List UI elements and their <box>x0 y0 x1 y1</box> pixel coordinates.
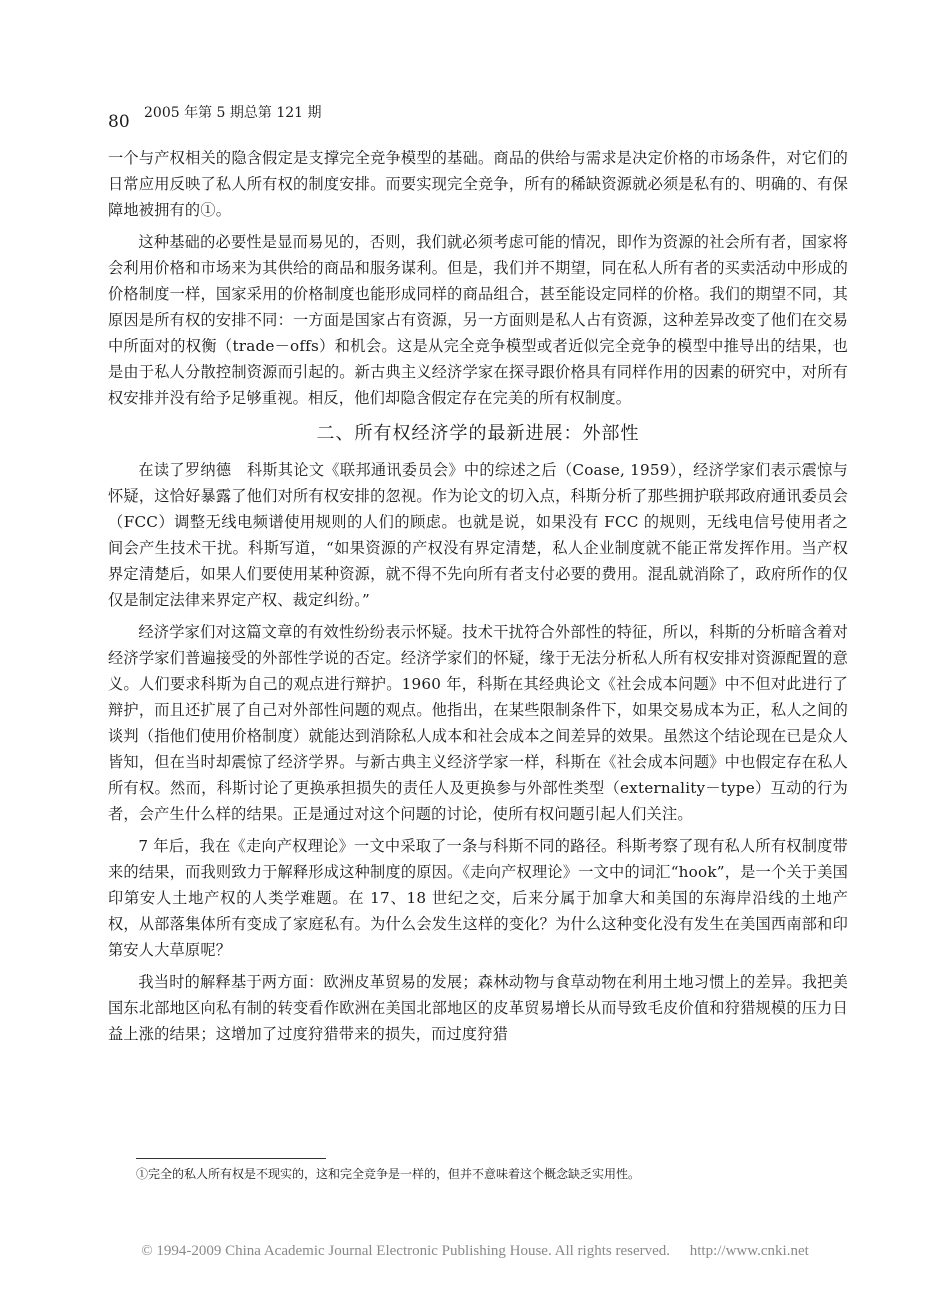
paragraph: 一个与产权相关的隐含假定是支撑完全竞争模型的基础。商品的供给与需求是决定价格的市场条件，对它们的日常应用反映了私人所有权的制度安排。而要实现完全竞争，所有的稀缺资源就必须是私有的、明确的、有保障地被拥有的①。 <box>108 149 848 219</box>
journal-issue: 2005 年第 5 期总第 121 期 <box>144 105 322 121</box>
footnote: ①完全的私人所有权是不现实的，这和完全竞争是一样的，但并不意味着这个概念缺乏实用性。 <box>136 1167 641 1181</box>
section-heading: 二、所有权经济学的最新进展：外部性 <box>316 423 640 444</box>
paragraph: 经济学家们对这篇文章的有效性纷纷表示怀疑。技术干扰符合外部性的特征，所以，科斯的分析暗含着对经济学家们普遍接受的外部性学说的否定。经济学家们的怀疑，缘于无法分析私人所有权安排对资源配置的意义。人们要求科斯为自己的观点进行辩护。1960 年，科斯在其经典论文《社会成本问题》中不但对此进行了辩护，而且还扩展了自己对外部性问题的观点。他指出，在某些限制条件下，如果交易成本为正，私人之间的谈判（指他们使用价格制度）就能达到消除私人成本和社会成本之间差异的效果。虽然这个结论现在已是众人皆知，但在当时却震惊了经济学界。与新古典主义经济学家一样，科斯在《社会成本问题》中也假定存在私人所有权。然而，科斯讨论了更换承担损失的责任人及更换参与外部性类型（externality－type）互动的行为者，会产生什么样的结果。正是通过对这个问题的讨论，使所有权问题引起人们关注。 <box>108 623 849 823</box>
copyright-notice: © 1994-2009 China Academic Journal Electronic Publishing House. All rights reserved. <box>141 1243 671 1259</box>
article-body <box>108 145 848 1053</box>
page-number: 80 <box>108 112 130 132</box>
paragraph: 在读了罗纳德 科斯其论文《联邦通讯委员会》中的综述之后（Coase, 1959），经济学家们表示震惊与怀疑，这恰好暴露了他们对所有权安排的忽视。作为论文的切入点，科斯分析了那些拥护联邦政府通讯委员会（FCC）调整无线电频谱使用规则的人们的顾虑。也就是说，如果没有 FCC 的规则，无线电信号使用者之间会产生技术干扰。科斯写道，“如果资源的产权没有界定清楚，私人企业制度就不能正常发挥作用。当产权界定清楚后，如果人们要使用某种资源，就不得不先向所有者支付必要的费用。混乱就消除了，政府所作的仅仅是制定法律来界定产权、裁定纠纷。” <box>108 461 848 609</box>
paragraph: 7 年后，我在《走向产权理论》一文中采取了一条与科斯不同的路径。科斯考察了现有私人所有权制度带来的结果，而我则致力于解释形成这种制度的原因。《走向产权理论》一文中的词汇“hook”，是一个关于美国印第安人土地产权的人类学难题。在 17、18 世纪之交，后来分属于加拿大和美国的东海岸沿线的土地产权，从部落集体所有变成了家庭私有。为什么会发生这样的变化？为什么这种变化没有发生在美国西南部和印第安人大草原呢？ <box>108 837 848 959</box>
page-header <box>108 102 848 134</box>
page-footer <box>0 1243 950 1260</box>
footer-url: http://www.cnki.net <box>689 1243 809 1259</box>
footnote-divider <box>136 1158 326 1159</box>
paragraph: 我当时的解释基于两方面：欧洲皮革贸易的发展；森林动物与食草动物在利用土地习惯上的差异。我把美国东北部地区向私有制的转变看作欧洲在美国北部地区的皮革贸易增长从而导致毛皮价值和狩猎规模的压力日益上涨的结果；这增加了过度狩猎带来的损失，而过度狩猎 <box>108 973 848 1043</box>
paragraph: 这种基础的必要性是显而易见的，否则，我们就必须考虑可能的情况，即作为资源的社会所有者，国家将会利用价格和市场来为其供给的商品和服务谋利。但是，我们并不期望，同在私人所有者的买卖活动中形成的价格制度一样，国家采用的价格制度也能形成同样的商品组合，甚至能设定同样的价格。我们的期望不同，其原因是所有权的安排不同：一方面是国家占有资源，另一方面则是私人占有资源，这种差异改变了他们在交易中所面对的权衡（trade－offs）和机会。这是从完全竞争模型或者近似完全竞争的模型中推导出的结果，也是由于私人分散控制资源而引起的。新古典主义经济学家在探寻跟价格具有同样作用的因素的研究中，对所有权安排并没有给予足够重视。相反，他们却隐含假定存在完美的所有权制度。 <box>108 233 848 407</box>
